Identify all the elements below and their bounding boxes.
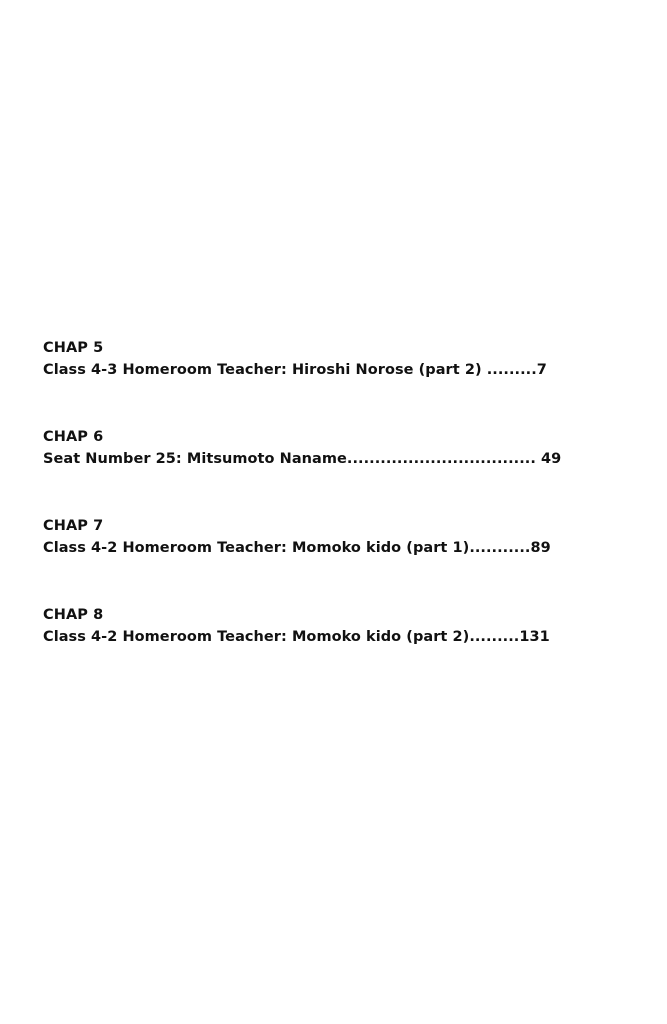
chapter-title-line: Class 4-2 Homeroom Teacher: Momoko kido (part 2).........131 (43, 629, 550, 645)
toc-entry-chap-6 (43, 427, 563, 469)
chapter-title-line: Seat Number 25: Mitsumoto Naname.................................. 49 (43, 451, 562, 467)
chapter-number: CHAP 5 (43, 340, 104, 356)
chapter-number: CHAP 6 (43, 429, 104, 445)
chapter-number: CHAP 8 (43, 607, 104, 623)
chapter-title-line: Class 4-3 Homeroom Teacher: Hiroshi Norose (part 2) .........7 (43, 362, 547, 378)
toc-entry-chap-8 (43, 605, 563, 647)
table-of-contents (43, 338, 563, 694)
chapter-number: CHAP 7 (43, 518, 104, 534)
chapter-title-line: Class 4-2 Homeroom Teacher: Momoko kido (part 1)...........89 (43, 540, 551, 556)
toc-entry-chap-7 (43, 516, 563, 558)
toc-entry-chap-5 (43, 338, 563, 380)
